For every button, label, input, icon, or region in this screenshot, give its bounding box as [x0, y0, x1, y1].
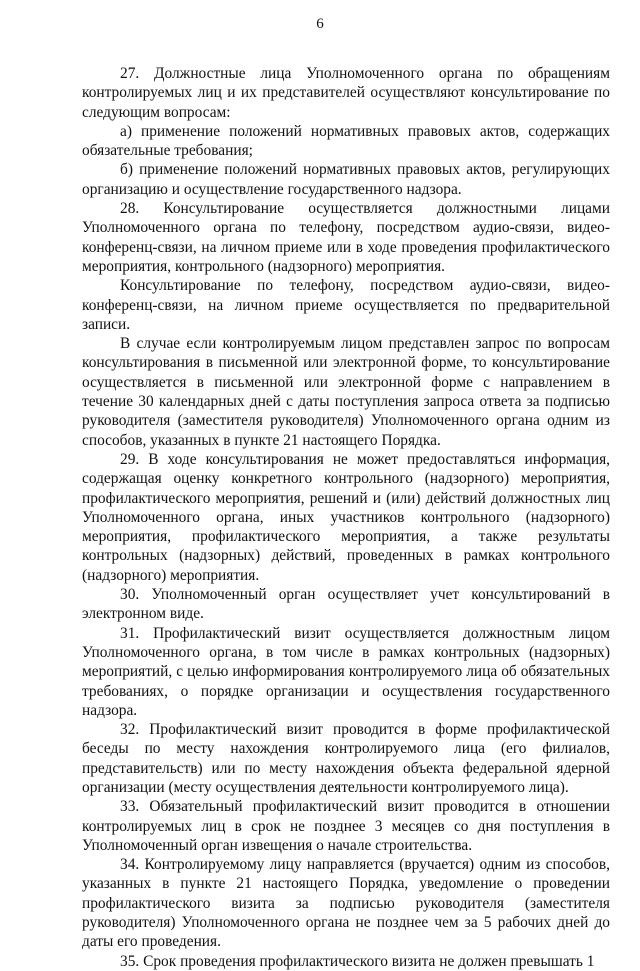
paragraph-28: 28. Консультирование осуществляется должностными лицами Уполномоченного органа по телефону, посредством аудио-связи, видео-конференц-связи, на личном приеме или в ходе проведения профилактического мероприятия, контрольного (надзорного) мероприятия. — [82, 200, 610, 275]
paragraph-34: 34. Контролируемому лицу направляется (вручается) одним из способов, указанных в пункте 21 настоящего Порядка, уведомление о проведении профилактического визита за подписью руководителя (заместителя руководителя) Уполномоченного органа не позднее чем за 5 рабочих дней до даты его проведения. — [82, 856, 610, 951]
paragraph-30: 30. Уполномоченный орган осуществляет учет консультирований в электронном виде. — [82, 586, 610, 623]
paragraph-27a: а) применение положений нормативных правовых актов, содержащих обязательные требования; — [82, 122, 610, 160]
paragraph-28-written: В случае если контролируемым лицом представлен запрос по вопросам консультирования в письменной или электронной форме, то консультирование осуществляется в письменной или электронной форме с направлением в течение 30 календарных дней с даты поступления запроса ответа за подписью руководителя (заместителя руководителя) Уполномоченного органа одним из способов, указанных в пункте 21 настоящего Порядка. — [82, 335, 610, 449]
document-body — [82, 64, 610, 971]
paragraph-27b: б) применение положений нормативных правовых актов, регулирующих организацию и осуществление государственного надзора. — [82, 161, 610, 198]
paragraph-33: 33. Обязательный профилактический визит проводится в отношении контролируемых лиц в срок не позднее 3 месяцев со дня поступления в Уполномоченный орган извещения о начале строительства. — [82, 798, 610, 854]
page-number: 6 — [316, 16, 324, 32]
paragraph-28-booking: Консультирование по телефону, посредством аудио-связи, видео-конференц-связи, на личном приеме осуществляется по предварительной записи. — [82, 277, 610, 333]
paragraph-35: 35. Срок проведения профилактического визита не должен превышать 1 — [120, 952, 595, 970]
paragraph-31: 31. Профилактический визит осуществляется должностным лицом Уполномоченного органа, в том числе в рамках контрольных (надзорных) мероприятий, с целью информирования контролируемого лица об обязательных требованиях, о порядке организации и осуществления государственного надзора. — [82, 624, 610, 719]
paragraph-29: 29. В ходе консультирования не может предоставляться информация, содержащая оценку конкретного контрольного (надзорного) мероприятия, профилактического мероприятия, решений и (или) действий должностных лиц Уполномоченного органа, иных участников контрольного (надзорного) мероприятия, профилактического мероприятия, а также результаты контрольных (надзорных) действий, проведенных в рамках контрольного (надзорного) мероприятия. — [82, 450, 610, 584]
paragraph-32: 32. Профилактический визит проводится в форме профилактической беседы по месту нахождения контролируемого лица (его филиалов, представительств) или по месту нахождения объекта федеральной ядерной организации (месту осуществления деятельности контролируемого лица). — [82, 721, 610, 796]
paragraph-27: 27. Должностные лица Уполномоченного органа по обращениям контролируемых лиц и их представителей осуществляют консультирование по следующим вопросам: — [82, 65, 610, 121]
